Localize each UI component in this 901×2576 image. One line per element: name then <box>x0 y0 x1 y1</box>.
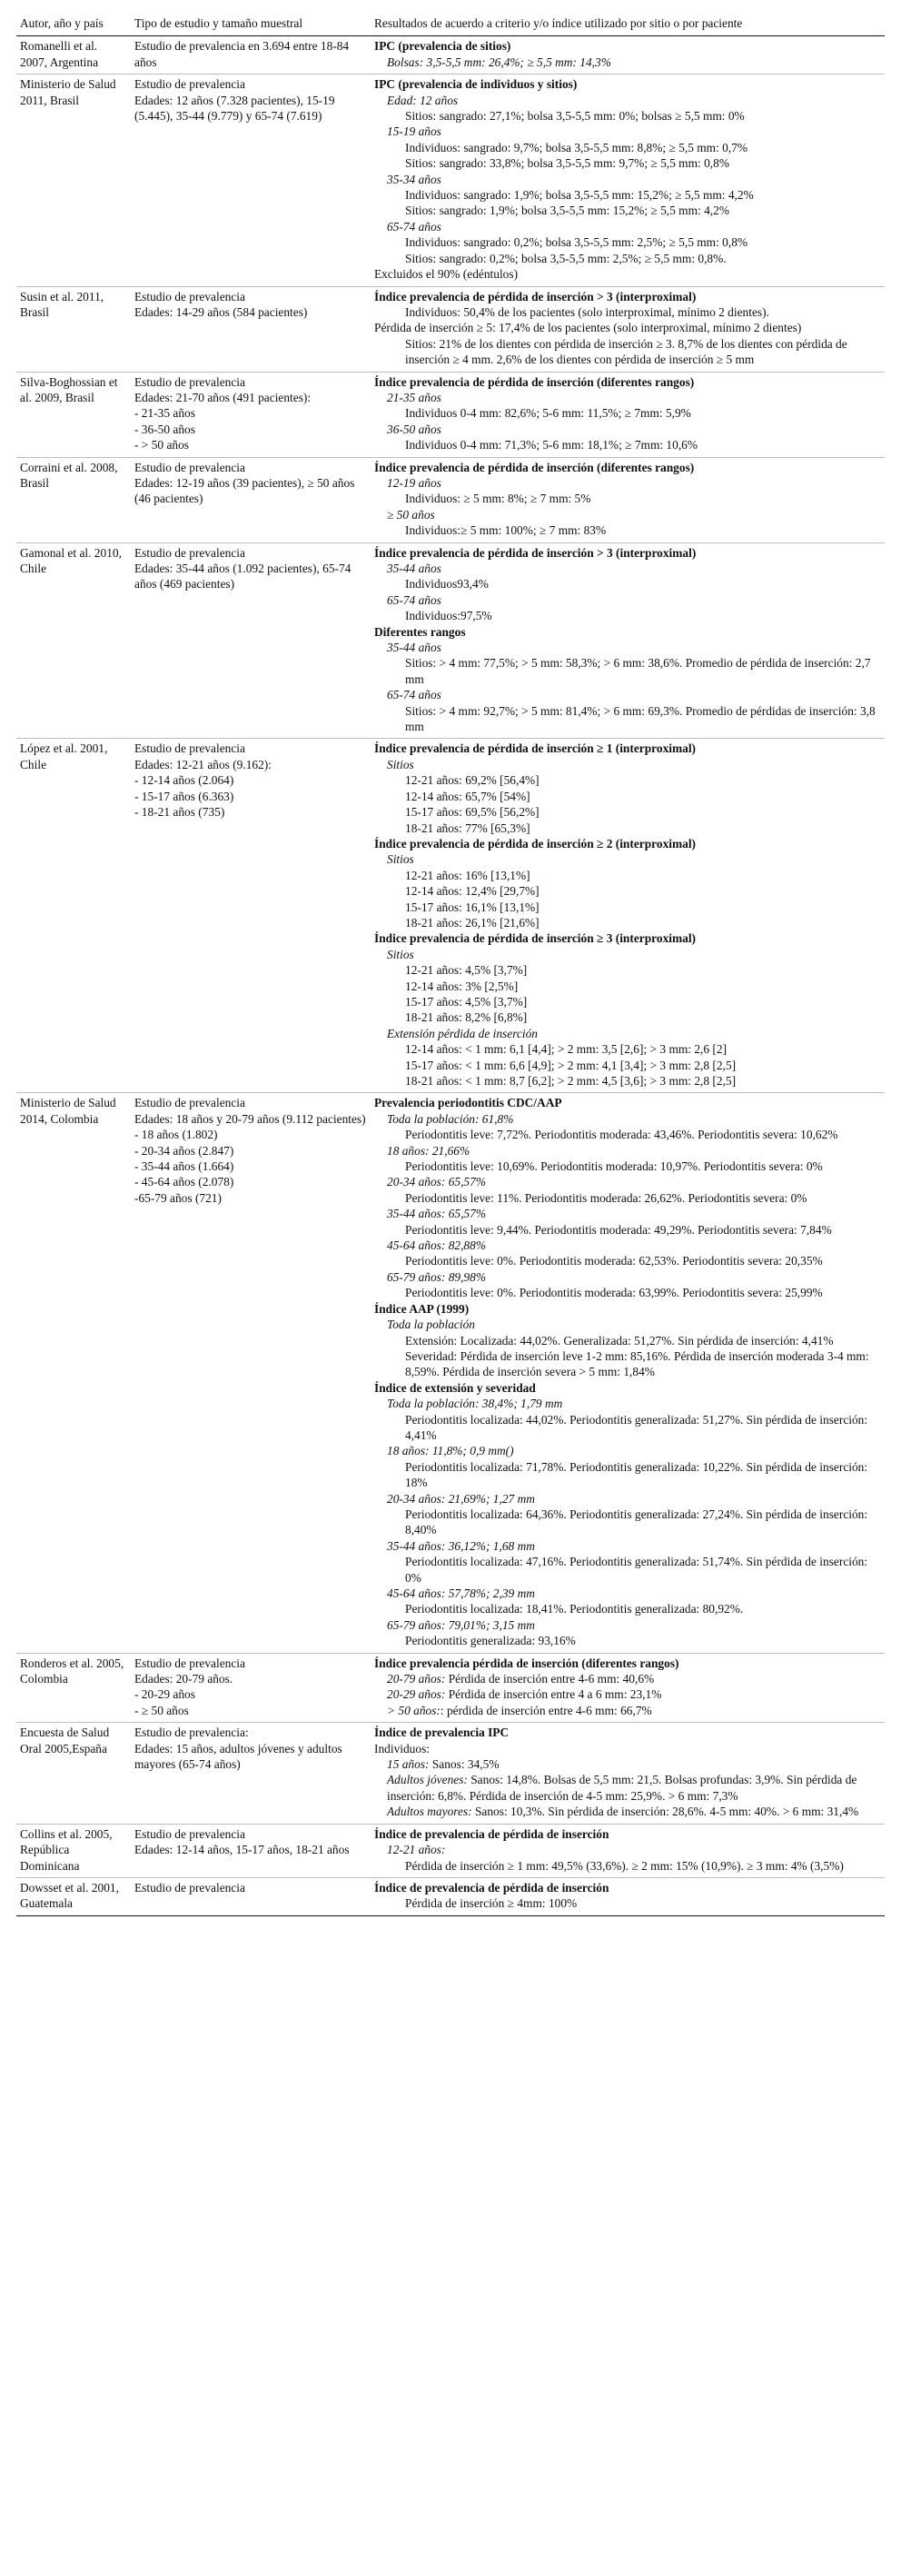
study-line: Estudio de prevalencia: <box>134 1726 249 1740</box>
result-line: Individuos:97,5% <box>405 609 492 623</box>
result-line: Individuos 0-4 mm: 82,6%; 5-6 mm: 11,5%; ≥ 7mm: 5,9% <box>405 406 691 421</box>
result-subheading: Toda la población: 61,8% <box>387 1111 514 1126</box>
result-subheading: 35-44 años <box>387 641 441 655</box>
result-subheading: ≥ 50 años <box>387 507 435 522</box>
result-line: Periodontitis localizada: 47,16%. Periodontitis generalizada: 51,74%. Sin pérdida de inserción: 0% <box>405 1555 868 1585</box>
result-subheading: 35-44 años <box>387 562 441 575</box>
result-subheading: 65-79 años: 89,98% <box>387 1269 486 1284</box>
result-subheading: Toda la población <box>387 1318 475 1332</box>
result-line: 12-14 años: < 1 mm: 6,1 [4,4]; > 2 mm: 3,5 [2,6]; > 3 mm: 2,6 [2] <box>405 1042 728 1057</box>
study-cell <box>131 372 371 457</box>
study-line: Estudio de prevalencia <box>134 460 245 474</box>
study-cell <box>131 1093 371 1653</box>
result-line: Sitios: sangrado: 33,8%; bolsa 3,5-5,5 mm: 9,7%; ≥ 5,5 mm: 0,8% <box>405 156 729 171</box>
result-subheading: Bolsas: 3,5-5,5 mm: 26,4%; ≥ 5,5 mm: 14,3% <box>387 55 611 69</box>
author-cell: Dowsset et al. 2001, Guatemala <box>16 1877 131 1915</box>
result-label: > 50 años: <box>387 1703 441 1717</box>
result-value: Pérdida de inserción entre 4-6 mm: 40,6% <box>445 1672 655 1686</box>
result-line: 18-21 años: 77% [65,3%] <box>405 821 530 835</box>
study-line: - 15-17 años (6.363) <box>134 789 234 803</box>
study-line: - ≥ 50 años <box>134 1703 189 1717</box>
result-heading: Índice prevalencia de pérdida de inserción ≥ 3 (interproximal) <box>374 931 697 946</box>
result-subheading: 12-19 años <box>387 475 441 490</box>
study-cell <box>131 542 371 739</box>
study-line: Estudio de prevalencia <box>134 77 245 92</box>
result-line: Individuos: 50,4% de los pacientes (solo interproximal, mínimo 2 dientes). <box>405 304 769 319</box>
result-line: Individuos: <box>374 1741 431 1755</box>
study-line: - 18 años (1.802) <box>134 1128 218 1142</box>
table-row <box>16 542 885 739</box>
result-subheading: 65-79 años: 79,01%; 3,15 mm <box>387 1617 535 1632</box>
result-line <box>374 1804 881 1819</box>
result-line: Pérdida de inserción ≥ 5: 17,4% de los pacientes (solo interproximal, mínimo 2 dientes) <box>374 321 802 335</box>
study-line: Estudio de prevalencia <box>134 1096 245 1110</box>
result-heading: Índice AAP (1999) <box>374 1301 470 1316</box>
study-line: - 36-50 años <box>134 422 195 436</box>
study-cell <box>131 36 371 75</box>
author-cell: Encuesta de Salud Oral 2005,España <box>16 1723 131 1824</box>
table-row <box>16 1824 885 1877</box>
study-line: Edades: 12-14 años, 15-17 años, 18-21 años <box>134 1843 350 1857</box>
study-line: - 45-64 años (2.078) <box>134 1175 234 1189</box>
author-cell: Silva-Boghossian et al. 2009, Brasil <box>16 372 131 457</box>
study-cell <box>131 739 371 1093</box>
study-line: - 20-34 años (2.847) <box>134 1143 234 1158</box>
result-subheading: 65-74 años <box>387 688 441 702</box>
result-heading: Índice de extensión y severidad <box>374 1380 536 1395</box>
result-heading: IPC (prevalencia de individuos y sitios) <box>374 77 578 92</box>
result-label: 20-79 años: <box>387 1672 446 1686</box>
result-line: Periodontitis leve: 9,44%. Periodontitis moderada: 49,29%. Periodontitis severa: 7,84% <box>405 1222 832 1237</box>
results-cell <box>371 372 885 457</box>
result-heading: Índice prevalencia pérdida de inserción (diferentes rangos) <box>374 1656 679 1670</box>
result-subheading: 18 años: 21,66% <box>387 1143 470 1158</box>
study-line: Edades: 12-19 años (39 pacientes), ≥ 50 años (46 pacientes) <box>134 475 355 506</box>
result-line: 18-21 años: < 1 mm: 8,7 [6,2]; > 2 mm: 4,5 [3,6]; > 3 mm: 2,8 [2,5] <box>405 1074 737 1088</box>
result-subheading: 35-34 años <box>387 172 441 186</box>
author-cell: Ministerio de Salud 2011, Brasil <box>16 75 131 286</box>
table-row <box>16 372 885 457</box>
result-value: Sanos: 10,3%. Sin pérdida de inserción: 28,6%. 4-5 mm: 40%. > 6 mm: 31,4% <box>471 1805 859 1819</box>
result-value: Sanos: 14,8%. Bolsas de 5,5 mm: 21,5. Bolsas profundas: 3,9%. Sin pérdida de inserción: 6,8%. Pérdida de inserción de 4-5 mm: 25,9%. > 6 mm: 7,3% <box>387 1773 857 1803</box>
author-cell: Susin et al. 2011, Brasil <box>16 286 131 372</box>
study-line: Edades: 14-29 años (584 pacientes) <box>134 304 308 319</box>
study-line: - 21-35 años <box>134 406 195 421</box>
result-subheading: 18 años: 11,8%; 0,9 mm() <box>387 1444 514 1458</box>
result-line: 12-21 años: 69,2% [56,4%] <box>405 773 540 788</box>
header-author: Autor, año y país <box>16 13 131 36</box>
result-line: Severidad: Pérdida de inserción leve 1-2 mm: 85,16%. Pérdida de inserción moderada 3-4 mm: 8,59%. Pérdida de inserción severa > 5 mm: 1,84% <box>405 1348 869 1379</box>
result-subheading: Extensión pérdida de inserción <box>387 1026 538 1040</box>
result-subheading: Edad: 12 años <box>387 93 459 107</box>
result-line: Sitios: sangrado: 1,9%; bolsa 3,5-5,5 mm: 15,2%; ≥ 5,5 mm: 4,2% <box>405 204 729 218</box>
study-line: Estudio de prevalencia <box>134 374 245 389</box>
result-label: 15 años: <box>387 1757 430 1772</box>
result-value: : pérdida de inserción entre 4-6 mm: 66,7% <box>440 1703 652 1717</box>
study-cell <box>131 1653 371 1723</box>
study-line: Edades: 35-44 años (1.092 pacientes), 65-74 años (469 pacientes) <box>134 562 351 592</box>
result-line <box>374 1671 881 1686</box>
table-row <box>16 75 885 286</box>
result-line: Sitios: 21% de los dientes con pérdida de inserción ≥ 3. 8,7% de los dientes con pérdida de inserción ≥ 4 mm. 2,6% de los dientes con pérdida de inserción ≥ 5 mm <box>405 336 847 367</box>
results-cell <box>371 75 885 286</box>
study-line: Estudio de prevalencia <box>134 289 245 303</box>
table-row <box>16 1877 885 1915</box>
result-line: Periodontitis localizada: 44,02%. Periodontitis generalizada: 51,27%. Sin pérdida de inserción: 4,41% <box>405 1412 868 1442</box>
table-body <box>16 36 885 1915</box>
author-cell: Collins et al. 2005, República Dominicana <box>16 1824 131 1877</box>
result-line: Extensión: Localizada: 44,02%. Generalizada: 51,27%. Sin pérdida de inserción: 4,41% <box>405 1333 834 1348</box>
study-line: Edades: 12 años (7.328 pacientes), 15-19 (5.445), 35-44 (9.779) y 65-74 (7.619) <box>134 93 335 124</box>
study-cell <box>131 457 371 542</box>
table-row <box>16 1723 885 1824</box>
result-subheading: 45-64 años: 82,88% <box>387 1238 486 1253</box>
study-line: Estudio de prevalencia en 3.694 entre 18-84 años <box>134 39 350 69</box>
result-subheading: 65-74 años <box>387 219 441 234</box>
header-study: Tipo de estudio y tamaño muestral <box>131 13 371 36</box>
header-row <box>16 13 885 36</box>
result-heading: Índice prevalencia de pérdida de inserción ≥ 1 (interproximal) <box>374 741 697 756</box>
result-subheading: 65-74 años <box>387 592 441 607</box>
result-line: Individuos: sangrado: 1,9%; bolsa 3,5-5,5 mm: 15,2%; ≥ 5,5 mm: 4,2% <box>405 188 754 203</box>
result-line: 12-21 años: 4,5% [3,7%] <box>405 963 528 978</box>
study-line: Edades: 12-21 años (9.162): <box>134 757 272 771</box>
results-cell <box>371 1653 885 1723</box>
study-line: Edades: 21-70 años (491 pacientes): <box>134 390 312 404</box>
result-line: 15-17 años: < 1 mm: 6,6 [4,9]; > 2 mm: 4,1 [3,4]; > 3 mm: 2,8 [2,5] <box>405 1058 737 1072</box>
result-subheading: 36-50 años <box>387 422 441 436</box>
study-line: Estudio de prevalencia <box>134 1826 245 1841</box>
result-line: 15-17 años: 69,5% [56,2%] <box>405 805 540 820</box>
result-subheading: 12-21 años: <box>387 1843 446 1857</box>
study-line: Estudio de prevalencia <box>134 545 245 560</box>
result-line: Individuos93,4% <box>405 577 489 592</box>
study-line: Edades: 15 años, adultos jóvenes y adultos mayores (65-74 años) <box>134 1741 342 1772</box>
result-line: Periodontitis localizada: 64,36%. Periodontitis generalizada: 27,24%. Sin pérdida de inserción: 8,40% <box>405 1507 868 1537</box>
table-row <box>16 1653 885 1723</box>
result-line: Sitios: sangrado: 27,1%; bolsa 3,5-5,5 mm: 0%; bolsas ≥ 5,5 mm: 0% <box>405 109 745 124</box>
author-cell: López et al. 2001, Chile <box>16 739 131 1093</box>
result-label: 20-29 años: <box>387 1687 446 1702</box>
result-line: Pérdida de inserción ≥ 4mm: 100% <box>405 1896 578 1911</box>
study-line: - 18-21 años (735) <box>134 805 225 820</box>
result-line: Sitios: sangrado: 0,2%; bolsa 3,5-5,5 mm: 2,5%; ≥ 5,5 mm: 0,8%. <box>405 251 727 265</box>
study-line: - 20-29 años <box>134 1687 195 1702</box>
table-row <box>16 457 885 542</box>
result-line: 12-21 años: 16% [13,1%] <box>405 868 530 882</box>
study-cell <box>131 1824 371 1877</box>
result-heading: Prevalencia periodontitis CDC/AAP <box>374 1096 562 1110</box>
result-line: Periodontitis generalizada: 93,16% <box>405 1634 576 1648</box>
result-line: Periodontitis leve: 0%. Periodontitis moderada: 63,99%. Periodontitis severa: 25,99% <box>405 1286 823 1300</box>
result-line: 12-14 años: 3% [2,5%] <box>405 979 519 993</box>
table-row <box>16 1093 885 1653</box>
result-line: Pérdida de inserción ≥ 1 mm: 49,5% (33,6%). ≥ 2 mm: 15% (10,9%). ≥ 3 mm: 4% (3,5%) <box>405 1858 844 1873</box>
result-line: 15-17 años: 4,5% [3,7%] <box>405 994 528 1009</box>
result-line <box>374 1756 881 1772</box>
author-cell: Romanelli et al. 2007, Argentina <box>16 36 131 75</box>
result-line: Individuos: ≥ 5 mm: 8%; ≥ 7 mm: 5% <box>405 492 591 506</box>
author-cell: Ronderos et al. 2005, Colombia <box>16 1653 131 1723</box>
results-cell <box>371 1093 885 1653</box>
result-heading: IPC (prevalencia de sitios) <box>374 39 511 54</box>
study-line: - > 50 años <box>134 438 189 453</box>
result-line: Periodontitis leve: 11%. Periodontitis moderada: 26,62%. Periodontitis severa: 0% <box>405 1190 807 1205</box>
result-subheading: 21-35 años <box>387 390 441 404</box>
result-line <box>374 1703 881 1718</box>
study-line: Edades: 20-79 años. <box>134 1672 233 1686</box>
author-cell: Gamonal et al. 2010, Chile <box>16 542 131 739</box>
result-heading: Índice prevalencia de pérdida de inserción (diferentes rangos) <box>374 460 695 474</box>
result-subheading: 35-44 años: 36,12%; 1,68 mm <box>387 1538 535 1553</box>
prevalence-table <box>16 13 885 1916</box>
results-cell <box>371 1877 885 1915</box>
result-heading: Índice prevalencia de pérdida de inserción > 3 (interproximal) <box>374 289 697 303</box>
result-subheading: 35-44 años: 65,57% <box>387 1207 486 1221</box>
result-line: Sitios: > 4 mm: 92,7%; > 5 mm: 81,4%; > 6 mm: 69,3%. Promedio de pérdidas de inserción: 3,8 mm <box>405 703 876 734</box>
result-subheading: 20-34 años: 65,57% <box>387 1175 486 1189</box>
study-line: Estudio de prevalencia <box>134 741 245 756</box>
result-value: Pérdida de inserción entre 4 a 6 mm: 23,1% <box>445 1687 662 1702</box>
results-cell <box>371 286 885 372</box>
study-line: - 12-14 años (2.064) <box>134 773 234 788</box>
table-row <box>16 739 885 1093</box>
results-cell <box>371 1723 885 1824</box>
header-results: Resultados de acuerdo a criterio y/o índice utilizado por sitio o por paciente <box>371 13 885 36</box>
study-cell <box>131 1723 371 1824</box>
result-value: Sanos: 34,5% <box>429 1757 500 1772</box>
result-line: Individuos 0-4 mm: 71,3%; 5-6 mm: 18,1%; ≥ 7mm: 10,6% <box>405 438 698 453</box>
result-subheading: 20-34 años: 21,69%; 1,27 mm <box>387 1491 535 1506</box>
study-line: -65-79 años (721) <box>134 1190 222 1205</box>
result-line <box>374 1686 881 1702</box>
table-row <box>16 36 885 75</box>
result-subheading: 15-19 años <box>387 124 441 139</box>
results-cell <box>371 739 885 1093</box>
result-label: Adultos mayores: <box>387 1805 472 1819</box>
result-heading: Índice de prevalencia de pérdida de inserción <box>374 1880 609 1895</box>
author-cell: Ministerio de Salud 2014, Colombia <box>16 1093 131 1653</box>
result-line: Periodontitis leve: 10,69%. Periodontitis moderada: 10,97%. Periodontitis severa: 0% <box>405 1159 823 1174</box>
result-line: Excluidos el 90% (edéntulos) <box>374 267 519 282</box>
results-cell <box>371 542 885 739</box>
result-line: 18-21 años: 26,1% [21,6%] <box>405 915 540 930</box>
author-cell: Corraini et al. 2008, Brasil <box>16 457 131 542</box>
result-line: Periodontitis leve: 0%. Periodontitis moderada: 62,53%. Periodontitis severa: 20,35% <box>405 1254 823 1268</box>
study-line: Estudio de prevalencia <box>134 1880 245 1895</box>
result-subheading: Toda la población: 38,4%; 1,79 mm <box>387 1397 563 1411</box>
result-line: Periodontitis localizada: 71,78%. Periodontitis generalizada: 10,22%. Sin pérdida de inserción: 18% <box>405 1459 868 1490</box>
study-line: - 35-44 años (1.664) <box>134 1159 234 1174</box>
results-cell <box>371 457 885 542</box>
result-line <box>374 1772 881 1804</box>
result-line: Sitios: > 4 mm: 77,5%; > 5 mm: 58,3%; > 6 mm: 38,6%. Promedio de pérdida de inserción: 2,7 mm <box>405 656 871 686</box>
study-line: Estudio de prevalencia <box>134 1656 245 1670</box>
study-cell <box>131 1877 371 1915</box>
result-line: 15-17 años: 16,1% [13,1%] <box>405 900 540 914</box>
result-label: Adultos jóvenes: <box>387 1773 468 1787</box>
result-line: 18-21 años: 8,2% [6,8%] <box>405 1010 528 1025</box>
result-heading: Diferentes rangos <box>374 624 466 639</box>
study-cell <box>131 286 371 372</box>
result-line: Periodontitis localizada: 18,41%. Periodontitis generalizada: 80,92%. <box>405 1602 744 1616</box>
result-heading: Índice de prevalencia de pérdida de inserción <box>374 1826 609 1841</box>
result-subheading: Sitios <box>387 852 414 867</box>
result-heading: Índice prevalencia de pérdida de inserción ≥ 2 (interproximal) <box>374 836 697 850</box>
study-line: Edades: 18 años y 20-79 años (9.112 pacientes) <box>134 1111 366 1126</box>
result-subheading: 45-64 años: 57,78%; 2,39 mm <box>387 1586 535 1600</box>
result-subheading: Sitios <box>387 947 414 961</box>
result-heading: Índice prevalencia de pérdida de inserción > 3 (interproximal) <box>374 545 697 560</box>
table-row <box>16 286 885 372</box>
result-line: Individuos: sangrado: 0,2%; bolsa 3,5-5,5 mm: 2,5%; ≥ 5,5 mm: 0,8% <box>405 235 748 250</box>
result-line: Individuos: sangrado: 9,7%; bolsa 3,5-5,5 mm: 8,8%; ≥ 5,5 mm: 0,7% <box>405 140 748 154</box>
study-cell <box>131 75 371 286</box>
result-heading: Índice de prevalencia IPC <box>374 1726 510 1740</box>
results-cell <box>371 1824 885 1877</box>
result-heading: Índice prevalencia de pérdida de inserción (diferentes rangos) <box>374 374 695 389</box>
result-line: Periodontitis leve: 7,72%. Periodontitis moderada: 43,46%. Periodontitis severa: 10,62% <box>405 1128 838 1142</box>
result-line: 12-14 años: 12,4% [29,7%] <box>405 884 540 899</box>
result-line: 12-14 años: 65,7% [54%] <box>405 789 530 803</box>
results-cell <box>371 36 885 75</box>
result-subheading: Sitios <box>387 757 414 771</box>
result-line: Individuos:≥ 5 mm: 100%; ≥ 7 mm: 83% <box>405 523 607 538</box>
